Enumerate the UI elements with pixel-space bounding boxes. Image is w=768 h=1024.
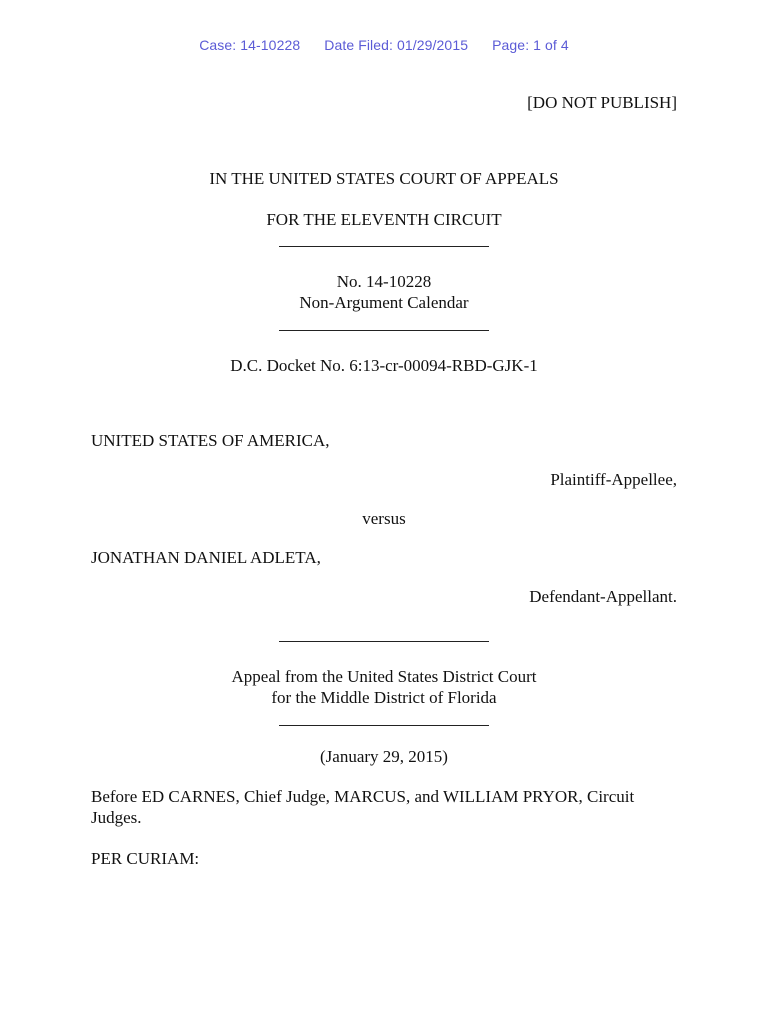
- page-count-stamp: Page: 1 of 4: [492, 37, 569, 53]
- panel-judges: Before ED CARNES, Chief Judge, MARCUS, and WILLIAM PRYOR, Circuit Judges.: [91, 787, 635, 827]
- per-curiam-heading: PER CURIAM:: [91, 849, 200, 868]
- divider-rule: [279, 641, 489, 642]
- divider-rule: [279, 725, 489, 726]
- appeal-line2: for the Middle District of Florida: [271, 688, 497, 707]
- publish-notice: [DO NOT PUBLISH]: [527, 93, 677, 112]
- case-number-stamp: Case: 14-10228: [199, 37, 301, 53]
- court-name-line1: IN THE UNITED STATES COURT OF APPEALS: [209, 169, 559, 188]
- defendant-role: Defendant-Appellant.: [529, 587, 677, 606]
- plaintiff-name: UNITED STATES OF AMERICA,: [91, 431, 330, 450]
- versus-text: versus: [362, 509, 406, 528]
- appeal-line1: Appeal from the United States District Court: [231, 667, 537, 686]
- divider-rule: [279, 246, 489, 247]
- defendant-name: JONATHAN DANIEL ADLETA,: [91, 548, 321, 567]
- decision-date: (January 29, 2015): [320, 747, 448, 766]
- filing-header: [0, 37, 768, 53]
- date-filed-stamp: Date Filed: 01/29/2015: [324, 37, 469, 53]
- docket-number: D.C. Docket No. 6:13-cr-00094-RBD-GJK-1: [230, 356, 538, 375]
- divider-rule: [279, 330, 489, 331]
- calendar-type: Non-Argument Calendar: [299, 293, 469, 312]
- case-number: No. 14-10228: [336, 272, 432, 291]
- plaintiff-role: Plaintiff-Appellee,: [550, 470, 677, 489]
- court-name-line2: FOR THE ELEVENTH CIRCUIT: [266, 210, 502, 229]
